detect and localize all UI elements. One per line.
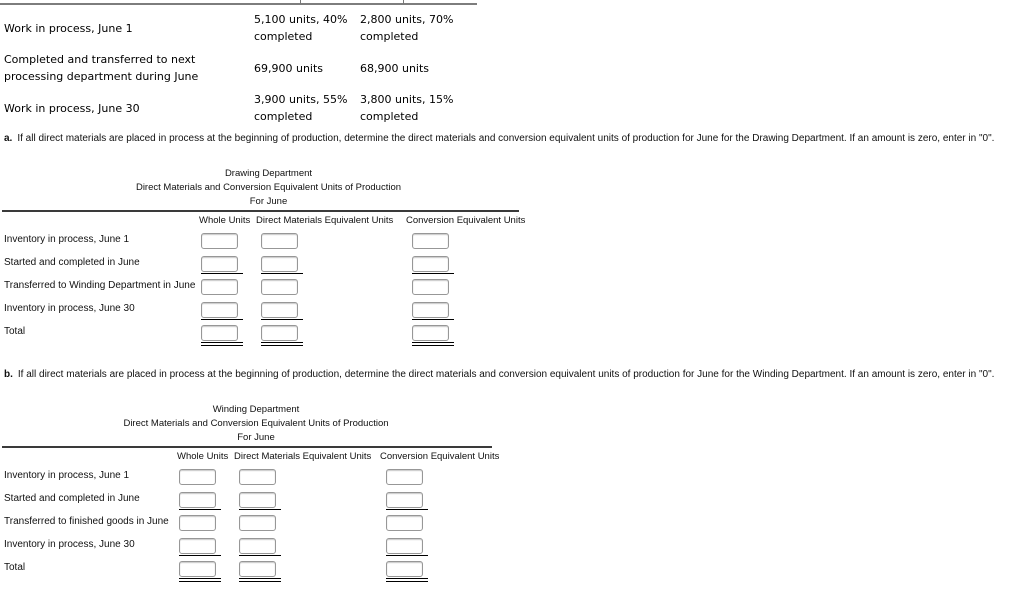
- summary-row: [0, 51, 520, 85]
- drawing-table-period: For June: [249, 196, 288, 207]
- winding-inventory-june30-whole-units-input[interactable]: [179, 538, 216, 554]
- table-row: Transferred to finished goods in June: [2, 511, 510, 534]
- summary-winding-value: 68,900 units: [360, 61, 430, 75]
- summary-winding-value: 3,800 units, 15% completed: [360, 93, 454, 123]
- winding-inventory-june1-conversion-input[interactable]: [386, 469, 423, 485]
- table-row-total: Total: [2, 321, 535, 344]
- winding-table-rows: [2, 465, 510, 580]
- drawing-transferred-whole-units-input[interactable]: [201, 279, 238, 295]
- winding-started-completed-direct-materials-input[interactable]: [239, 492, 276, 508]
- drawing-column-headers: [2, 212, 535, 227]
- column-header-whole-units: Whole Units: [199, 215, 251, 226]
- drawing-transferred-conversion-input[interactable]: [412, 279, 449, 295]
- summary-row: [0, 91, 520, 125]
- table-row: Inventory in process, June 1: [2, 229, 535, 252]
- winding-department-table: [2, 403, 510, 580]
- winding-transferred-conversion-input[interactable]: [386, 515, 423, 531]
- winding-inventory-june30-direct-materials-input[interactable]: [239, 538, 276, 554]
- summary-row: [0, 11, 520, 45]
- summary-row-label: Work in process, June 30: [4, 101, 140, 115]
- column-header-conversion: Conversion Equivalent Units: [380, 451, 500, 462]
- table-row: Inventory in process, June 30: [2, 534, 510, 557]
- summary-drawing-value: 69,900 units: [254, 61, 324, 75]
- column-header-direct-materials: Direct Materials Equivalent Units: [256, 215, 394, 226]
- instruction-b-marker: b.: [4, 369, 13, 380]
- instruction-a: [4, 131, 1014, 147]
- drawing-inventory-june30-whole-units-input[interactable]: [201, 302, 238, 318]
- drawing-started-completed-conversion-input[interactable]: [412, 256, 449, 272]
- drawing-inventory-june1-direct-materials-input[interactable]: [261, 233, 298, 249]
- summary-winding-value: 2,800 units, 70% completed: [360, 13, 454, 43]
- winding-total-whole-units-input[interactable]: [179, 561, 216, 577]
- column-divider-tick: [300, 0, 301, 4]
- column-divider-tick: [403, 0, 404, 4]
- drawing-started-completed-direct-materials-input[interactable]: [261, 256, 298, 272]
- instruction-b: [4, 367, 1014, 383]
- drawing-total-direct-materials-input[interactable]: [261, 325, 298, 341]
- drawing-table-subtitle: Direct Materials and Conversion Equivalent Units of Production: [135, 182, 402, 193]
- winding-table-subtitle: Direct Materials and Conversion Equivalent Units of Production: [123, 418, 389, 429]
- summary-drawing-value: 5,100 units, 40% completed: [254, 13, 348, 43]
- drawing-inventory-june30-direct-materials-input[interactable]: [261, 302, 298, 318]
- winding-inventory-june30-conversion-input[interactable]: [386, 538, 423, 554]
- table-row: Inventory in process, June 30: [2, 298, 535, 321]
- summary-row-label: Completed and transferred to next processing department during June: [4, 53, 199, 83]
- winding-total-conversion-input[interactable]: [386, 561, 423, 577]
- winding-column-headers: [2, 448, 510, 463]
- drawing-total-whole-units-input[interactable]: [201, 325, 238, 341]
- instruction-a-marker: a.: [4, 133, 13, 144]
- instruction-a-text: If all direct materials are placed in process at the beginning of production, determine the direct materials and conversion equivalent units of production for June for the Drawing Department. If an amount is zero, enter in "0".: [17, 133, 995, 144]
- winding-transferred-direct-materials-input[interactable]: [239, 515, 276, 531]
- column-header-conversion: Conversion Equivalent Units: [406, 215, 526, 226]
- drawing-inventory-june1-whole-units-input[interactable]: [201, 233, 238, 249]
- summary-drawing-value: 3,900 units, 55% completed: [254, 93, 348, 123]
- table-row: Transferred to Winding Department in June: [2, 275, 535, 298]
- column-header-direct-materials: Direct Materials Equivalent Units: [234, 451, 372, 462]
- column-header-whole-units: Whole Units: [177, 451, 229, 462]
- winding-transferred-whole-units-input[interactable]: [179, 515, 216, 531]
- instruction-b-text: If all direct materials are placed in process at the beginning of production, determine the direct materials and conversion equivalent units of production for June for the Winding Department. If an amount is zero, enter in "0".: [17, 369, 995, 380]
- drawing-total-conversion-input[interactable]: [412, 325, 449, 341]
- drawing-started-completed-whole-units-input[interactable]: [201, 256, 238, 272]
- winding-inventory-june1-direct-materials-input[interactable]: [239, 469, 276, 485]
- table-row: Started and completed in June: [2, 488, 510, 511]
- table-row: Started and completed in June: [2, 252, 535, 275]
- summary-row-label: Work in process, June 1: [4, 21, 133, 35]
- drawing-table-rows: [2, 229, 535, 344]
- winding-total-direct-materials-input[interactable]: [239, 561, 276, 577]
- winding-started-completed-whole-units-input[interactable]: [179, 492, 216, 508]
- drawing-department-table: [2, 167, 535, 344]
- table-row: Inventory in process, June 1: [2, 465, 510, 488]
- summary-table: [0, 5, 520, 125]
- drawing-transferred-direct-materials-input[interactable]: [261, 279, 298, 295]
- drawing-inventory-june30-conversion-input[interactable]: [412, 302, 449, 318]
- table-row-total: Total: [2, 557, 510, 580]
- winding-table-title: Winding Department: [212, 404, 300, 415]
- winding-table-period: For June: [237, 432, 275, 443]
- winding-started-completed-conversion-input[interactable]: [386, 492, 423, 508]
- winding-inventory-june1-whole-units-input[interactable]: [179, 469, 216, 485]
- winding-table-titles: [2, 403, 510, 445]
- drawing-table-title: Drawing Department: [224, 168, 313, 179]
- drawing-table-titles: [2, 167, 535, 209]
- drawing-inventory-june1-conversion-input[interactable]: [412, 233, 449, 249]
